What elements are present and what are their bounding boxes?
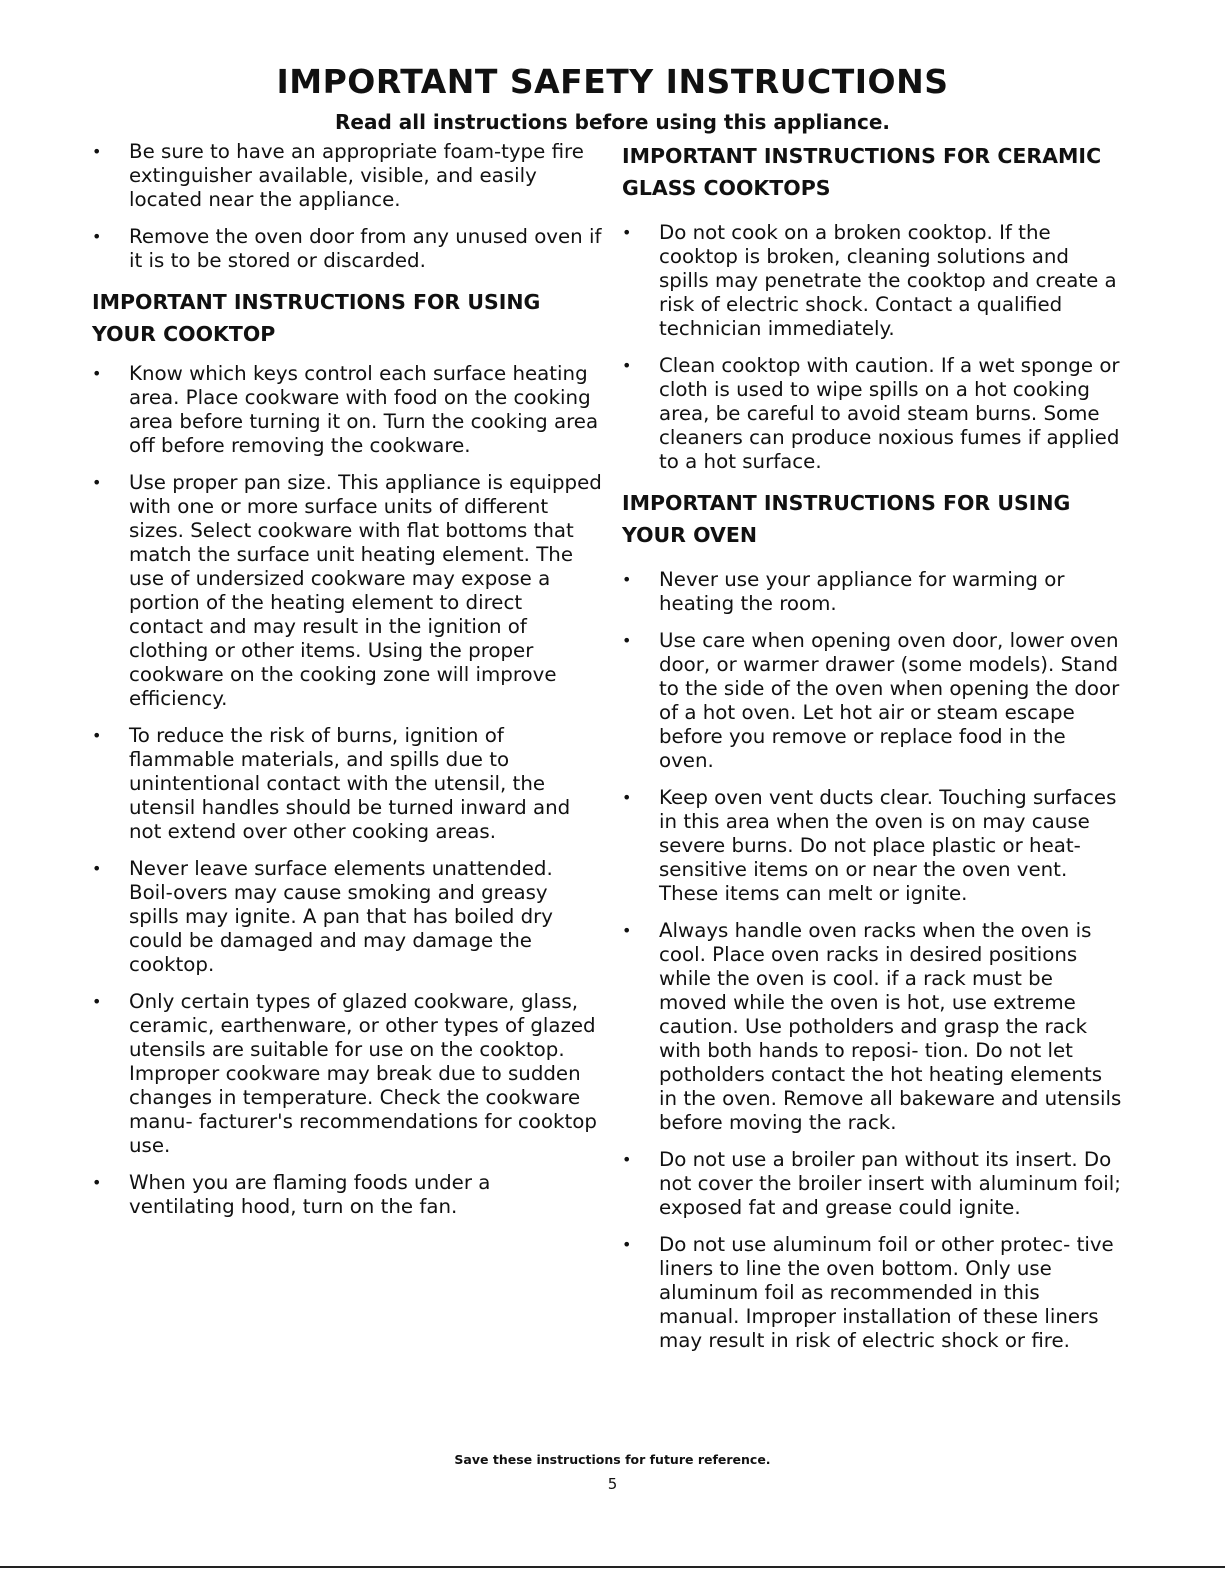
list-item: • Do not cook on a broken cooktop. If the cooktop is broken, cleaning solutions and spills may penetrate the cooktop and create a risk of electric shock. Contact a qualified technician immediately. xyxy=(622,221,1117,340)
bullet-icon: • xyxy=(622,1150,632,1169)
bullet-icon: • xyxy=(622,356,632,375)
bullet-icon: • xyxy=(92,364,102,383)
list-item: • Know which keys control each surface heating area. Place cookware with food on the cooking area before turning it on. Turn the cooking area off before removing the cookware. xyxy=(92,362,599,457)
bullet-icon: • xyxy=(622,631,632,650)
list-item: • Only certain types of glazed cookware, glass, ceramic, earthenware, or other types of glazed utensils are suitable for use on the cooktop. Improper cookware may break due to sudden changes in temperature. Check the cookware manu- facturer's recommendations for cooktop use. xyxy=(92,990,597,1157)
list-item: • Remove the oven door from any unused oven if it is to be stored or discarded. xyxy=(92,225,602,272)
list-item: • Do not use aluminum foil or other protec- tive liners to line the oven bottom. Only use aluminum foil as recommended in this manual. Improper installation of these liners may result in risk of electric shock or fire. xyxy=(622,1233,1114,1352)
oven-list xyxy=(622,568,1122,1353)
list-item: • Always handle oven racks when the oven is cool. Place oven racks in desired positions while the oven is cool. if a rack must be moved while the oven is hot, use extreme caution. Use potholders and grasp the rack with both hands to reposi- tion. Do not let potholders contact the hot heating elements in the oven. Remove all bakeware and utensils before moving the rack. xyxy=(622,919,1122,1134)
list-item: • Never leave surface elements unattended. Boil-overs may cause smoking and greasy spills may ignite. A pan that has boiled dry could be damaged and may damage the cooktop. xyxy=(92,857,554,976)
bullet-icon: • xyxy=(622,570,632,589)
bullet-icon: • xyxy=(92,992,102,1011)
page-subtitle: Read all instructions before using this appliance. xyxy=(334,110,891,134)
bullet-icon: • xyxy=(622,921,632,940)
list-item: • When you are flaming foods under a ventilating hood, turn on the fan. xyxy=(92,1171,491,1218)
bullet-icon: • xyxy=(92,473,102,492)
left-column xyxy=(92,140,602,1232)
bullet-icon: • xyxy=(92,142,102,161)
ceramic-section-heading: IMPORTANT INSTRUCTIONS FOR CERAMIC GLASS COOKTOPS xyxy=(622,144,1102,200)
list-item: • To reduce the risk of burns, ignition of flammable materials, and spills due to unintentional contact with the utensil, the utensil handles should be turned inward and not extend over other cooking areas. xyxy=(92,724,571,843)
intro-list xyxy=(92,140,602,273)
page-edge-divider xyxy=(0,1566,1225,1568)
bullet-icon: • xyxy=(622,788,632,807)
list-item: • Use care when opening oven door, lower oven door, or warmer drawer (some models). Stand to the side of the oven when opening the door of a hot oven. Let hot air or steam escape before you remove or replace food in the oven. xyxy=(622,629,1120,772)
list-item: • Be sure to have an appropriate foam-type fire extinguisher available, visible, and easily located near the appliance. xyxy=(92,140,584,211)
right-column xyxy=(622,140,1122,1366)
page-number: 5 xyxy=(607,1475,618,1493)
oven-section-heading: IMPORTANT INSTRUCTIONS FOR USING YOUR OVEN xyxy=(622,491,1071,547)
ceramic-list xyxy=(622,221,1122,474)
page-title: IMPORTANT SAFETY INSTRUCTIONS xyxy=(276,62,949,101)
bullet-icon: • xyxy=(92,227,102,246)
list-item: • Never use your appliance for warming or heating the room. xyxy=(622,568,1065,615)
list-item: • Keep oven vent ducts clear. Touching surfaces in this area when the oven is on may cause severe burns. Do not place plastic or heat-sensitive items on or near the oven vent. These items can melt or ignite. xyxy=(622,786,1117,905)
bullet-icon: • xyxy=(622,223,632,242)
bullet-icon: • xyxy=(92,859,102,878)
bullet-icon: • xyxy=(92,1173,102,1192)
bullet-icon: • xyxy=(622,1235,632,1254)
footer-note: Save these instructions for future reference. xyxy=(454,1452,771,1467)
list-item: • Do not use a broiler pan without its insert. Do not cover the broiler insert with aluminum foil; exposed fat and grease could ignite. xyxy=(622,1148,1121,1219)
bullet-icon: • xyxy=(92,726,102,745)
list-item: • Clean cooktop with caution. If a wet sponge or cloth is used to wipe spills on a hot cooking area, be careful to avoid steam burns. Some cleaners can produce noxious fumes if applied to a hot surface. xyxy=(622,354,1120,473)
cooktop-list xyxy=(92,362,602,1219)
list-item: • Use proper pan size. This appliance is equipped with one or more surface units of different sizes. Select cookware with flat bottoms that match the surface unit heating element. The use of undersized cookware may expose a portion of the heating element to direct contact and may result in the ignition of clothing or other items. Using the proper cookware on the cooking zone will improve efficiency. xyxy=(92,471,602,710)
cooktop-section-heading: IMPORTANT INSTRUCTIONS FOR USING YOUR COOKTOP xyxy=(92,290,541,346)
